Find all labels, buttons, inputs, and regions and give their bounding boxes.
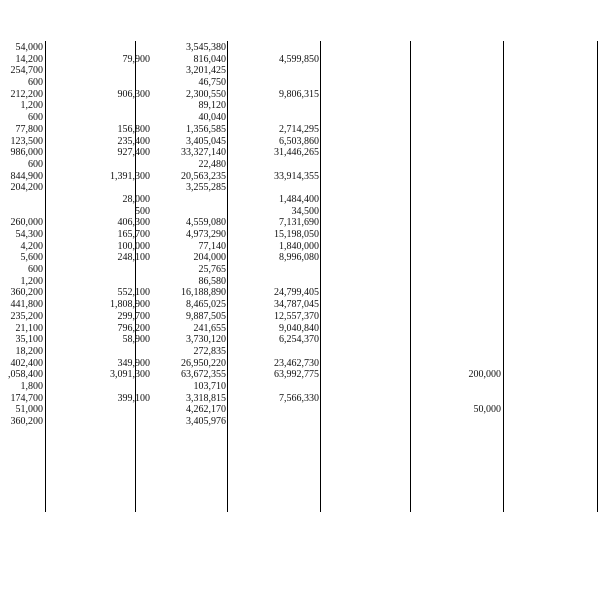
table-cell-c3: 86,580 <box>198 275 226 287</box>
table-row <box>0 323 600 335</box>
table-row <box>0 287 600 299</box>
table-cell-c2: 349,900 <box>117 357 150 369</box>
table-cell-c3: 3,201,425 <box>186 65 226 77</box>
table-cell-c4: 8,996,080 <box>279 252 319 264</box>
table-cell-c2: 1,808,900 <box>110 299 150 311</box>
table-cell-c2: 1,391,300 <box>110 170 150 182</box>
table-cell-c4: 33,914,355 <box>274 170 319 182</box>
table-cell-c3: 3,405,045 <box>186 135 226 147</box>
table-cell-c3: 3,545,380 <box>186 42 226 53</box>
table-cell-c3: 3,730,120 <box>186 334 226 346</box>
table-row <box>0 136 600 148</box>
table-cell-c1: 235,200 <box>10 310 43 322</box>
table-row <box>0 241 600 253</box>
table-row <box>0 229 600 241</box>
table-row <box>0 159 600 171</box>
table-cell-c3: 816,040 <box>193 53 226 65</box>
table-row <box>0 182 600 194</box>
table-cell-c3: 204,000 <box>193 252 226 264</box>
table-row <box>0 393 600 405</box>
table-cell-c4: 12,557,370 <box>274 310 319 322</box>
table-cell-c1: 600 <box>28 112 43 124</box>
table-row <box>0 369 600 381</box>
table-cell-c3: 1,356,585 <box>186 123 226 135</box>
table-cell-c4: 9,040,840 <box>279 322 319 334</box>
table-row <box>0 252 600 264</box>
table-cell-c1: 51,000 <box>15 404 43 416</box>
table-cell-c3: 3,318,815 <box>186 392 226 404</box>
table-cell-c1: 844,900 <box>10 170 43 182</box>
table-cell-c3: 16,188,890 <box>181 287 226 299</box>
table-cell-c3: 8,465,025 <box>186 299 226 311</box>
table-cell-c1: 600 <box>28 264 43 276</box>
table-row <box>0 65 600 77</box>
table-row <box>0 404 600 416</box>
table-cell-c1: 204,200 <box>10 182 43 194</box>
table-cell-c2: 28,000 <box>122 193 150 205</box>
table-cell-c4: 31,446,265 <box>274 147 319 159</box>
table-cell-c3: 9,887,505 <box>186 310 226 322</box>
table-cell-c4: 6,503,860 <box>279 135 319 147</box>
table-row <box>0 346 600 358</box>
table-cell-c1: 54,000 <box>15 42 43 53</box>
table-cell-c3: 63,672,355 <box>181 369 226 381</box>
table-cell-c1: 986,000 <box>10 147 43 159</box>
table-cell-c1: 54,300 <box>15 229 43 240</box>
table-cell-c1: 21,100 <box>15 322 43 334</box>
table-cell-c1: 35,100 <box>15 334 43 346</box>
table-cell-c2: 58,900 <box>122 334 150 346</box>
table-cell-c1: 174,700 <box>10 392 43 404</box>
table-row <box>0 264 600 276</box>
table-cell-c4: 7,566,330 <box>279 392 319 404</box>
table-cell-c1: 14,200 <box>15 53 43 65</box>
table-cell-c4: 15,198,050 <box>274 229 319 240</box>
table-row <box>0 100 600 112</box>
table-cell-c6: 50,000 <box>473 404 501 416</box>
table-cell-c1: 5,600 <box>20 252 43 264</box>
table-row <box>0 77 600 89</box>
table-cell-c3: 20,563,235 <box>181 170 226 182</box>
table-cell-c1: 1,200 <box>20 100 43 112</box>
table-cell-c1: 1,200 <box>20 275 43 287</box>
table-cell-c4: 34,787,045 <box>274 299 319 311</box>
table-row <box>0 299 600 311</box>
table-cell-c3: 40,040 <box>198 112 226 124</box>
table-cell-c4: 1,840,000 <box>279 240 319 252</box>
table-cell-c3: 22,480 <box>198 158 226 170</box>
table-cell-c1: 441,800 <box>10 299 43 311</box>
table-cell-c4: 4,599,850 <box>279 53 319 65</box>
table-cell-c1: 254,700 <box>10 65 43 77</box>
table-cell-c2: 500 <box>135 205 150 217</box>
table-cell-c1: 260,000 <box>10 217 43 229</box>
table-cell-c1: 4,200 <box>20 240 43 252</box>
table-cell-c1: 212,200 <box>10 88 43 100</box>
table-row <box>0 334 600 346</box>
table-row <box>0 124 600 136</box>
table-body <box>0 42 600 428</box>
table-cell-c3: 3,405,976 <box>186 416 226 427</box>
table-cell-c2: 552,100 <box>117 287 150 299</box>
table-cell-c3: 77,140 <box>198 240 226 252</box>
table-cell-c2: 100,000 <box>117 240 150 252</box>
table-cell-c6: 200,000 <box>468 369 501 381</box>
table-cell-c2: 399,100 <box>117 392 150 404</box>
table-cell-c3: 4,973,290 <box>186 229 226 240</box>
table-cell-c3: 2,300,550 <box>186 88 226 100</box>
table-cell-c1: 360,200 <box>10 416 43 427</box>
table-row <box>0 311 600 323</box>
table-cell-c2: 248,100 <box>117 252 150 264</box>
table-cell-c3: 103,710 <box>193 380 226 392</box>
table-cell-c2: 235,400 <box>117 135 150 147</box>
table-cell-c3: 89,120 <box>198 100 226 112</box>
table-row <box>0 381 600 393</box>
table-cell-c3: 33,327,140 <box>181 147 226 159</box>
table-cell-c2: 796,200 <box>117 322 150 334</box>
table-row <box>0 147 600 159</box>
table-cell-c3: 3,255,285 <box>186 182 226 194</box>
table-row <box>0 206 600 218</box>
table-cell-c2: 927,400 <box>117 147 150 159</box>
table-cell-c1: 600 <box>28 77 43 89</box>
table-cell-c2: 79,900 <box>122 53 150 65</box>
table-cell-c4: 9,806,315 <box>279 88 319 100</box>
table-cell-c4: 1,484,400 <box>279 193 319 205</box>
table-cell-c1: 1,800 <box>20 380 43 392</box>
table-row <box>0 276 600 288</box>
table-cell-c2: 165,700 <box>117 229 150 240</box>
table-cell-c4: 24,799,405 <box>274 287 319 299</box>
table-row <box>0 194 600 206</box>
table-cell-c1: 360,200 <box>10 287 43 299</box>
table-cell-c4: 6,254,370 <box>279 334 319 346</box>
table-cell-c2: 906,300 <box>117 88 150 100</box>
table-row <box>0 171 600 183</box>
table-cell-c3: 46,750 <box>198 77 226 89</box>
table-cell-c1: 123,500 <box>10 135 43 147</box>
table-cell-c2: 156,800 <box>117 123 150 135</box>
table-row <box>0 42 600 54</box>
table-row <box>0 112 600 124</box>
table-cell-c4: 2,714,295 <box>279 123 319 135</box>
table-cell-c3: 25,765 <box>198 264 226 276</box>
table-cell-c2: 3,091,300 <box>110 369 150 381</box>
table-cell-c1: 600 <box>28 158 43 170</box>
table-row <box>0 358 600 370</box>
table-cell-c1: 18,200 <box>15 345 43 357</box>
table-cell-c4: 63,992,775 <box>274 369 319 381</box>
table-cell-c1: ,058,400 <box>8 369 43 381</box>
table-cell-c2: 406,300 <box>117 217 150 229</box>
table-cell-c1: 402,400 <box>10 357 43 369</box>
table-cell-c4: 34,500 <box>291 205 319 217</box>
table-cell-c3: 4,559,080 <box>186 217 226 229</box>
table-cell-c3: 4,262,170 <box>186 404 226 416</box>
table-row <box>0 89 600 101</box>
table-row <box>0 217 600 229</box>
table-cell-c4: 7,131,690 <box>279 217 319 229</box>
table-row <box>0 416 600 428</box>
table-cell-c3: 241,655 <box>193 322 226 334</box>
table-cell-c4: 23,462,730 <box>274 357 319 369</box>
table-cell-c3: 272,835 <box>193 345 226 357</box>
table-cell-c1: 77,800 <box>15 123 43 135</box>
table-cell-c3: 26,950,220 <box>181 357 226 369</box>
table-cell-c2: 299,700 <box>117 310 150 322</box>
table-row <box>0 54 600 66</box>
